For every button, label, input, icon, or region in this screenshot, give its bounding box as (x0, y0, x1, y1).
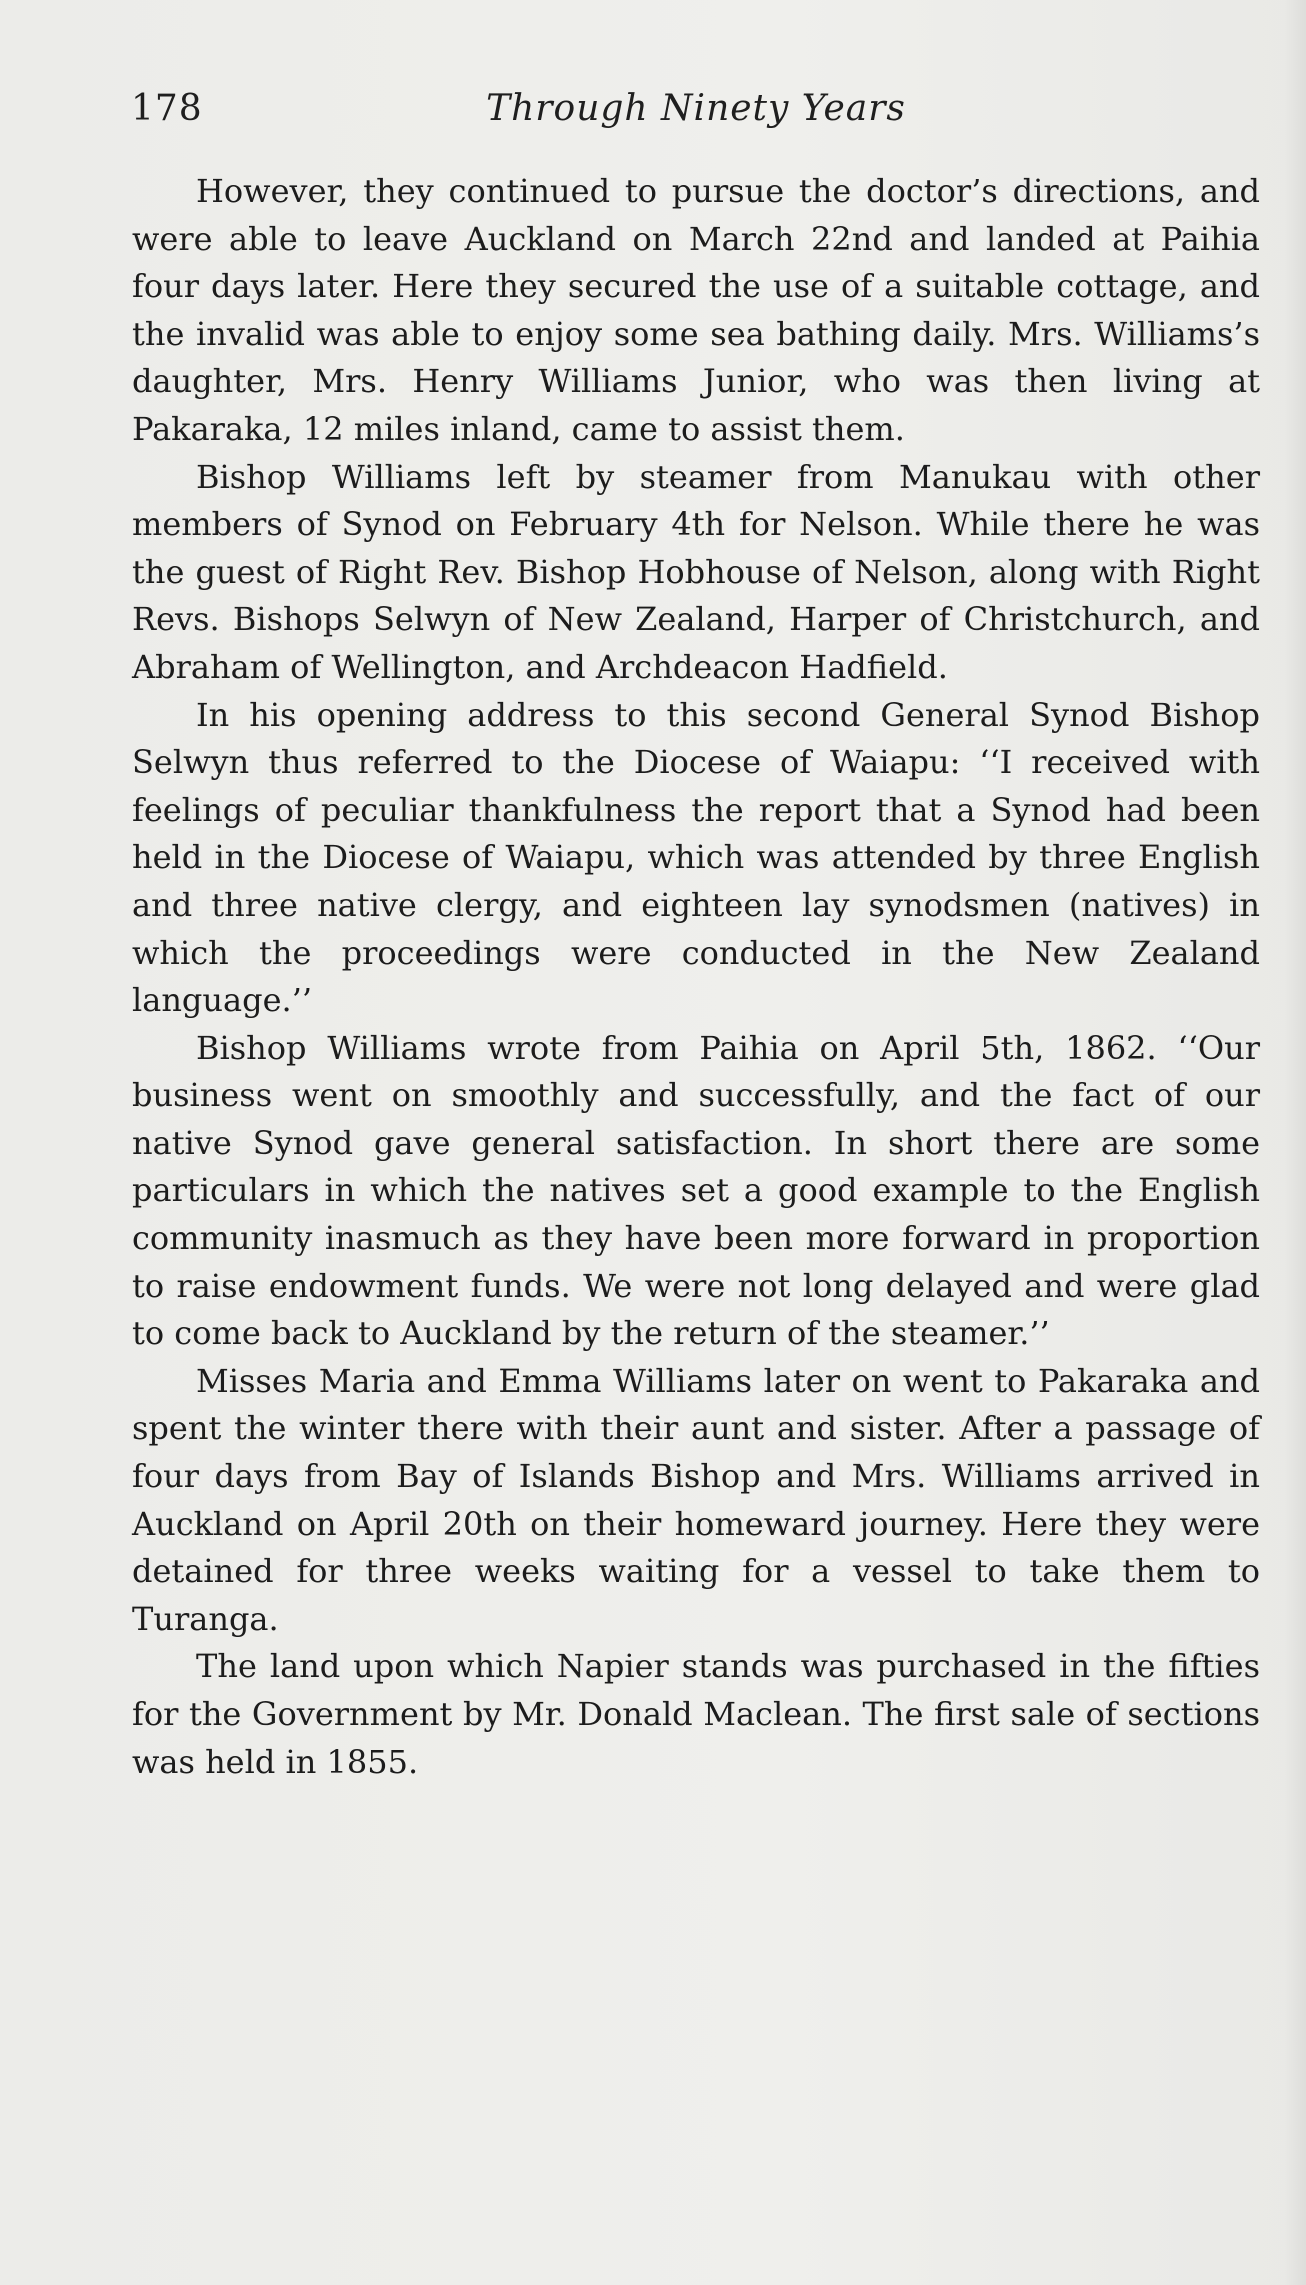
running-title: Through Ninety Years (486, 88, 906, 129)
paragraph: The land upon which Napier stands was purchased in the fifties for the Government by Mr. Donald Maclean. The first sale of sections was held in 1855. (132, 1647, 1260, 1781)
page-number: 178 (131, 88, 203, 129)
paragraph: However, they continued to pursue the doctor’s directions, and were able to leave Auckland on March 22nd and landed at Paihia four days later. Here they secured the use of a suitable cottage, and the invalid was able to enjoy some sea bathing daily. Mrs. Williams’s daughter, Mrs. Henry Williams Junior, who was then living at Pakaraka, 12 miles inland, came to assist them. (132, 172, 1260, 448)
body-text (132, 168, 1260, 1786)
paragraph: Bishop Williams left by steamer from Manukau with other members of Synod on February 4th for Nelson. While there he was the guest of Right Rev. Bishop Hobhouse of Nelson, along with Right Revs. Bishops Selwyn of New Zealand, Harper of Christchurch, and Abraham of Wellington, and Archdeacon Hadfield. (132, 457, 1260, 686)
paragraph: Misses Maria and Emma Williams later on went to Pakaraka and spent the winter there with their aunt and sister. After a passage of four days from Bay of Islands Bishop and Mrs. Williams arrived in Auckland on April 20th on their homeward journey. Here they were detained for three weeks waiting for a vessel to take them to Turanga. (132, 1361, 1260, 1638)
page-header (131, 88, 1261, 144)
paragraph: Bishop Williams wrote from Paihia on April 5th, 1862. ‘‘Our business went on smoothly and successfully, and the fact of our native Synod gave general satisfaction. In short there are some particulars in which the natives set a good example to the English community inasmuch as they have been more forward in proportion to raise endowment funds. We were not long delayed and were glad to come back to Auckland by the return of the steamer.’’ (132, 1028, 1260, 1353)
page-edge-shadow (1284, 0, 1306, 2285)
paragraph: In his opening address to this second General Synod Bishop Selwyn thus referred to the Diocese of Waiapu: ‘‘I received with feelings of peculiar thankfulness the report that a Synod had been held in the Diocese of Waiapu, which was attended by three English and three native clergy, and eighteen lay synodsmen (natives) in which the proceedings were conducted in the New Zealand language.’’ (132, 695, 1260, 1020)
